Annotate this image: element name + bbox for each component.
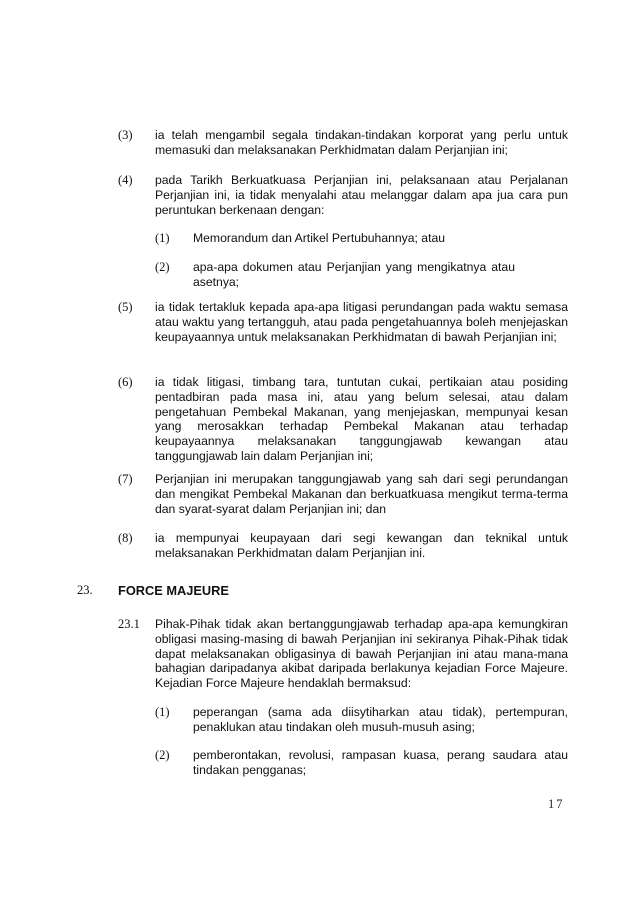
item-number: (6) xyxy=(118,375,133,389)
item-number: (4) xyxy=(118,173,133,187)
item-text: ia tidak litigasi, timbang tara, tuntutan cukai, pertikaian atau posiding pentadbiran pada masa ini, atau yang belum selesai, atau dalam pengetahuan Pembekal Makanan, yang menjejaskan, mempunyai kesan yang merosakkan terhadap Pembekal Makanan atau terhadap keupayaannya melaksanakan tanggungjawab kewangan atau tanggungjawab lain dalam Perjanjian ini; xyxy=(155,375,568,463)
item-text: ia telah mengambil segala tindakan-tindakan korporat yang perlu untuk memasuki dan melaksanakan Perkhidmatan dalam Perjanjian ini; xyxy=(155,128,568,157)
item-number: (7) xyxy=(118,472,133,486)
subitem-text: peperangan (sama ada diisytiharkan atau tidak), pertempuran, penaklukan atau tindakan oleh musuh-musuh asing; xyxy=(193,705,568,734)
item-text: ia mempunyai keupayaan dari segi kewangan dan teknikal untuk melaksanakan Perkhidmatan dalam Perjanjian ini. xyxy=(155,531,568,560)
item-text: Perjanjian ini merupakan tanggungjawab yang sah dari segi perundangan dan mengikat Pembekal Makanan dan berkuatkuasa mengikut terma-terma dan syarat-syarat dalam Perjanjian ini; dan xyxy=(155,472,568,516)
subitem-number: (1) xyxy=(155,705,170,719)
section-heading: FORCE MAJEURE xyxy=(118,583,229,598)
item-number: (5) xyxy=(118,300,133,314)
subitem-number: (2) xyxy=(155,748,170,762)
subitem-text: apa-apa dokumen atau Perjanjian yang mengikatnya atau asetnya; xyxy=(193,260,515,289)
subitem-text: pemberontakan, revolusi, rampasan kuasa, perang saudara atau tindakan pengganas; xyxy=(193,748,568,777)
subitem-number: (2) xyxy=(155,260,170,274)
item-text: ia tidak tertakluk kepada apa-apa litigasi perundangan pada waktu semasa atau waktu yang tertangguh, atau pada pengetahuannya boleh menjejaskan keupayaannya untuk melaksanakan Perkhidmatan di bawah Perjanjian ini; xyxy=(155,300,568,344)
clause-text: Pihak-Pihak tidak akan bertanggungjawab terhadap apa-apa kemungkiran obligasi masing-masing di bawah Perjanjian ini sekiranya Pihak-Pihak tidak dapat melaksanakan obligasinya di bawah Perjanjian ini atau mana-mana bahagian daripadanya akibat daripada berlakunya kejadian Force Majeure. Kejadian Force Majeure hendaklah bermaksud: xyxy=(155,617,568,691)
section-number: 23. xyxy=(77,583,93,597)
subitem-number: (1) xyxy=(155,231,170,245)
clause-number: 23.1 xyxy=(118,617,140,631)
item-number: (3) xyxy=(118,128,133,142)
subitem-text: Memorandum dan Artikel Pertubuhannya; atau xyxy=(193,231,446,245)
page-number: 17 xyxy=(548,797,565,811)
item-number: (8) xyxy=(118,531,133,545)
item-text: pada Tarikh Berkuatkuasa Perjanjian ini, pelaksanaan atau Perjalanan Perjanjian ini, ia tidak menyalahi atau melanggar dalam apa jua cara pun peruntukan berkenaan dengan: xyxy=(155,173,568,217)
